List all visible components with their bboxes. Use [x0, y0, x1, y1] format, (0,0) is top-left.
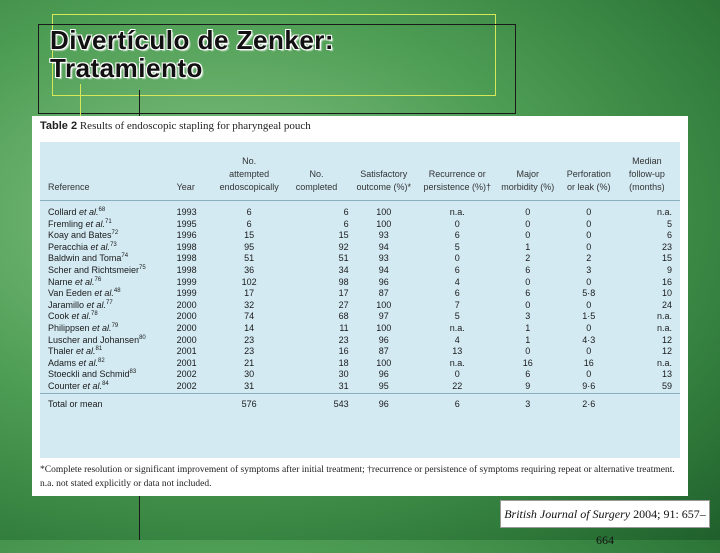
- recurrence-cell: n.a.: [449, 322, 465, 333]
- reference-number: 80: [139, 334, 146, 341]
- satisfactory-cell: 100: [376, 218, 392, 229]
- reference-number: 71: [105, 218, 112, 225]
- et-al: et al.: [71, 311, 92, 322]
- satisfactory-cell: 100: [376, 207, 392, 217]
- completed-cell: 11: [339, 322, 349, 333]
- morbidity-cell: 3: [525, 311, 531, 322]
- et-al: et al.: [78, 357, 99, 368]
- total-perforation: 2·6: [558, 393, 620, 414]
- followup-cell: n.a.: [656, 357, 672, 368]
- recurrence-cell: 5: [454, 241, 460, 252]
- et-al: et al.: [90, 241, 111, 252]
- journal-citation: [500, 500, 710, 547]
- reference-number: 72: [111, 230, 119, 237]
- total-attempted: 576: [216, 393, 282, 414]
- satisfactory-cell: 100: [376, 322, 392, 333]
- attempted-cell: 6: [246, 207, 252, 217]
- perforation-cell: 0: [586, 322, 592, 333]
- column-header: Satisfactory outcome (%)*: [351, 142, 417, 201]
- table-footnote: *Complete resolution or significant improvement of symptoms after initial treatment; †recurrence or persistence of symptoms requiring repeat or alternative treatment. n.a. not stated explicitly or data not included.: [40, 465, 675, 489]
- column-header: Recurrence or persistence (%)†: [417, 142, 498, 201]
- reference-number: 73: [110, 241, 117, 248]
- attempted-cell: 31: [244, 380, 255, 391]
- et-al: et al.: [85, 218, 106, 229]
- followup-cell: 6: [666, 230, 672, 241]
- reference-cell: [40, 277, 175, 289]
- perforation-cell: 3: [586, 264, 592, 275]
- column-header: Perforation or leak (%): [558, 142, 620, 201]
- completed-cell: 30: [338, 369, 349, 380]
- recurrence-cell: 4: [454, 334, 460, 345]
- author-name: Fremling: [48, 218, 84, 229]
- reference-cell: [40, 323, 175, 335]
- table-row: [40, 219, 680, 231]
- author-name: Thaler: [48, 346, 74, 357]
- satisfactory-cell: 97: [378, 311, 389, 322]
- table-row: [40, 277, 680, 289]
- satisfactory-cell: 94: [378, 241, 389, 252]
- recurrence-cell: 6: [454, 288, 460, 299]
- table-row: [40, 230, 680, 242]
- year-cell: 1999: [176, 288, 197, 299]
- reference-number: 78: [91, 311, 98, 318]
- recurrence-cell: 0: [454, 253, 460, 264]
- year-cell: 2000: [176, 334, 197, 345]
- year-cell: 1993: [176, 207, 197, 217]
- et-al: et al.: [75, 276, 95, 287]
- followup-cell: 16: [661, 276, 672, 287]
- table-panel: [40, 142, 680, 458]
- morbidity-cell: 1: [525, 241, 531, 252]
- year-cell: 2001: [176, 346, 197, 357]
- table-row: [40, 323, 680, 335]
- recurrence-cell: n.a.: [449, 207, 465, 217]
- table-header-row: [40, 142, 680, 201]
- reference-cell: [40, 311, 175, 323]
- column-header: Year: [175, 142, 216, 201]
- column-header: Reference: [40, 142, 175, 201]
- author-name: Scher and Richtsmeier: [48, 264, 140, 275]
- followup-cell: 9: [666, 264, 672, 275]
- recurrence-cell: 7: [454, 299, 460, 310]
- table-row: [40, 300, 680, 312]
- satisfactory-cell: 87: [378, 288, 389, 299]
- followup-cell: n.a.: [656, 311, 672, 322]
- morbidity-cell: 0: [525, 276, 531, 287]
- author-name: Baldwin and Toma: [48, 253, 122, 264]
- table-row: [40, 265, 680, 277]
- author-name: Van Eeden: [48, 288, 92, 299]
- reference-cell: [40, 369, 175, 381]
- morbidity-cell: 1: [525, 334, 531, 345]
- column-header: No. completed: [282, 142, 350, 201]
- morbidity-cell: 9: [525, 380, 531, 391]
- recurrence-cell: 6: [454, 264, 460, 275]
- recurrence-cell: 0: [454, 369, 460, 380]
- et-al: et al.: [94, 288, 114, 299]
- completed-cell: 17: [338, 288, 349, 299]
- reference-number: 68: [98, 207, 106, 213]
- author-name: Jaramillo: [48, 299, 85, 310]
- journal-name: British Journal of Surgery: [504, 507, 631, 521]
- recurrence-cell: 22: [452, 380, 463, 391]
- satisfactory-cell: 96: [378, 276, 389, 287]
- year-cell: 2000: [176, 311, 197, 322]
- results-table: [40, 142, 680, 414]
- table-body: [40, 201, 680, 394]
- perforation-cell: 4·3: [582, 334, 596, 345]
- table-row: [40, 346, 680, 358]
- completed-cell: 15: [338, 230, 349, 241]
- completed-cell: 27: [338, 299, 349, 310]
- reference-number: 79: [111, 322, 119, 329]
- completed-cell: 51: [338, 253, 349, 264]
- perforation-cell: 0: [586, 299, 592, 310]
- perforation-cell: 0: [586, 241, 592, 252]
- followup-cell: 24: [661, 299, 672, 310]
- attempted-cell: 6: [246, 218, 252, 229]
- author-name: Counter: [48, 380, 81, 391]
- followup-cell: 5: [666, 218, 672, 229]
- column-header: Major morbidity (%): [498, 142, 558, 201]
- satisfactory-cell: 93: [378, 230, 389, 241]
- attempted-cell: 102: [241, 276, 257, 287]
- recurrence-cell: 13: [452, 346, 463, 357]
- perforation-cell: 0: [586, 207, 592, 217]
- followup-cell: 15: [661, 253, 672, 264]
- table-caption-text: Results of endoscopic stapling for pharyngeal pouch: [79, 120, 311, 132]
- perforation-cell: 16: [583, 357, 594, 368]
- morbidity-cell: 0: [525, 207, 531, 217]
- et-al: et al.: [92, 322, 112, 333]
- perforation-cell: 1·5: [582, 311, 596, 322]
- completed-cell: 92: [338, 241, 349, 252]
- total-followup-cell: [620, 393, 680, 414]
- morbidity-cell: 2: [525, 253, 531, 264]
- reference-cell: [40, 288, 175, 300]
- et-al: et al.: [76, 346, 96, 357]
- followup-cell: n.a.: [656, 207, 672, 217]
- perforation-cell: 0: [586, 346, 592, 357]
- reference-cell: [40, 265, 175, 277]
- decorative-line: [139, 496, 140, 540]
- year-cell: 2000: [176, 322, 197, 333]
- satisfactory-cell: 96: [378, 369, 389, 380]
- followup-cell: n.a.: [656, 322, 672, 333]
- morbidity-cell: 0: [525, 230, 531, 241]
- table-row: [40, 311, 680, 323]
- satisfactory-cell: 100: [376, 299, 392, 310]
- et-al: et al.: [79, 207, 99, 217]
- year-cell: 2000: [176, 299, 197, 310]
- followup-cell: 12: [661, 334, 672, 345]
- attempted-cell: 23: [244, 334, 255, 345]
- reference-cell: [40, 358, 175, 370]
- completed-cell: 6: [343, 218, 349, 229]
- reference-cell: [40, 201, 175, 219]
- recurrence-cell: n.a.: [449, 357, 465, 368]
- author-name: Narne: [48, 276, 73, 287]
- followup-cell: 59: [661, 380, 672, 391]
- year-cell: 2002: [176, 380, 197, 391]
- attempted-cell: 95: [244, 241, 255, 252]
- reference-cell: [40, 335, 175, 347]
- table-row: [40, 242, 680, 254]
- total-year-cell: [175, 393, 216, 414]
- recurrence-cell: 5: [454, 311, 460, 322]
- reference-number: 74: [121, 253, 129, 260]
- recurrence-cell: 6: [454, 230, 460, 241]
- reference-cell: [40, 381, 175, 393]
- reference-cell: [40, 242, 175, 254]
- perforation-cell: 0: [586, 218, 592, 229]
- satisfactory-cell: 87: [378, 346, 389, 357]
- completed-cell: 18: [338, 357, 349, 368]
- reference-number: 77: [106, 299, 113, 306]
- reference-number: 81: [95, 346, 103, 353]
- column-header: No. attempted endoscopically: [216, 142, 282, 201]
- reference-cell: [40, 346, 175, 358]
- perforation-cell: 9·6: [582, 380, 596, 391]
- satisfactory-cell: 96: [378, 334, 389, 345]
- author-name: Peracchia: [48, 241, 89, 252]
- author-name: Philippsen: [48, 322, 90, 333]
- morbidity-cell: 6: [525, 288, 531, 299]
- reference-number: 48: [113, 288, 121, 295]
- table-row: [40, 381, 680, 393]
- column-header: Median follow-up (months): [620, 142, 680, 201]
- et-al: et al.: [86, 299, 107, 310]
- attempted-cell: 74: [244, 311, 255, 322]
- author-name: Adams: [48, 357, 77, 368]
- reference-number: 84: [102, 380, 109, 387]
- year-cell: 1998: [176, 264, 197, 275]
- satisfactory-cell: 95: [378, 380, 389, 391]
- perforation-cell: 0: [586, 230, 592, 241]
- table-figure: [32, 116, 688, 496]
- et-al: et al.: [82, 380, 103, 391]
- completed-cell: 6: [343, 207, 349, 217]
- author-name: Stoeckli and Schmid: [48, 369, 130, 380]
- recurrence-cell: 4: [454, 276, 460, 287]
- attempted-cell: 23: [244, 346, 255, 357]
- attempted-cell: 14: [244, 322, 255, 333]
- author-name: Koay and Bates: [48, 230, 112, 241]
- satisfactory-cell: 93: [378, 253, 389, 264]
- morbidity-cell: 0: [525, 299, 531, 310]
- total-label: Total or mean: [40, 393, 175, 414]
- year-cell: 2001: [176, 357, 197, 368]
- table-total-row: [40, 393, 680, 414]
- reference-number: 83: [129, 369, 137, 376]
- attempted-cell: 32: [244, 299, 255, 310]
- table-row: [40, 201, 680, 219]
- reference-cell: [40, 300, 175, 312]
- satisfactory-cell: 94: [378, 264, 389, 275]
- reference-number: 75: [139, 264, 146, 271]
- reference-cell: [40, 219, 175, 231]
- perforation-cell: 5·8: [582, 288, 596, 299]
- followup-cell: 13: [661, 369, 672, 380]
- total-completed: 543: [282, 393, 350, 414]
- completed-cell: 68: [338, 311, 349, 322]
- completed-cell: 23: [338, 334, 349, 345]
- author-name: Luscher and Johansen: [48, 334, 140, 345]
- reference-cell: [40, 253, 175, 265]
- morbidity-cell: 6: [525, 369, 531, 380]
- morbidity-cell: 6: [525, 264, 531, 275]
- attempted-cell: 36: [244, 264, 255, 275]
- reference-number: 82: [98, 357, 105, 364]
- total-morbidity: 3: [498, 393, 558, 414]
- year-cell: 1996: [176, 230, 197, 241]
- morbidity-cell: 0: [525, 218, 531, 229]
- decorative-line: [139, 90, 140, 118]
- table-row: [40, 369, 680, 381]
- completed-cell: 16: [338, 346, 349, 357]
- attempted-cell: 15: [244, 230, 255, 241]
- total-satisfactory: 96: [351, 393, 417, 414]
- attempted-cell: 51: [244, 253, 255, 264]
- perforation-cell: 0: [586, 276, 592, 287]
- attempted-cell: 21: [244, 357, 255, 368]
- table-row: [40, 253, 680, 265]
- followup-cell: 23: [661, 241, 672, 252]
- recurrence-cell: 0: [454, 218, 460, 229]
- satisfactory-cell: 100: [376, 357, 392, 368]
- reference-number: 76: [94, 276, 102, 283]
- attempted-cell: 17: [244, 288, 255, 299]
- morbidity-cell: 1: [525, 322, 531, 333]
- morbidity-cell: 16: [522, 357, 533, 368]
- year-cell: 1998: [176, 241, 197, 252]
- completed-cell: 31: [338, 380, 349, 391]
- attempted-cell: 30: [244, 369, 255, 380]
- table-caption: [40, 120, 311, 132]
- perforation-cell: 0: [586, 369, 592, 380]
- year-cell: 1998: [176, 253, 197, 264]
- completed-cell: 34: [338, 264, 349, 275]
- author-name: Cook: [48, 311, 70, 322]
- citation-details: 2004; 91: 657–664: [596, 507, 706, 547]
- year-cell: 2002: [176, 369, 197, 380]
- morbidity-cell: 0: [525, 346, 531, 357]
- followup-cell: 10: [661, 288, 672, 299]
- table-row: [40, 335, 680, 347]
- reference-cell: [40, 230, 175, 242]
- table-row: [40, 358, 680, 370]
- total-recurrence: 6: [417, 393, 498, 414]
- year-cell: 1995: [176, 218, 197, 229]
- followup-cell: 12: [661, 346, 672, 357]
- year-cell: 1999: [176, 276, 197, 287]
- table-row: [40, 288, 680, 300]
- author-name: Collard: [48, 207, 77, 217]
- table-label: Table 2: [40, 120, 78, 132]
- decorative-line: [80, 84, 81, 116]
- perforation-cell: 2: [586, 253, 592, 264]
- completed-cell: 98: [338, 276, 349, 287]
- slide-title: Divertículo de Zenker: Tratamiento: [50, 25, 335, 83]
